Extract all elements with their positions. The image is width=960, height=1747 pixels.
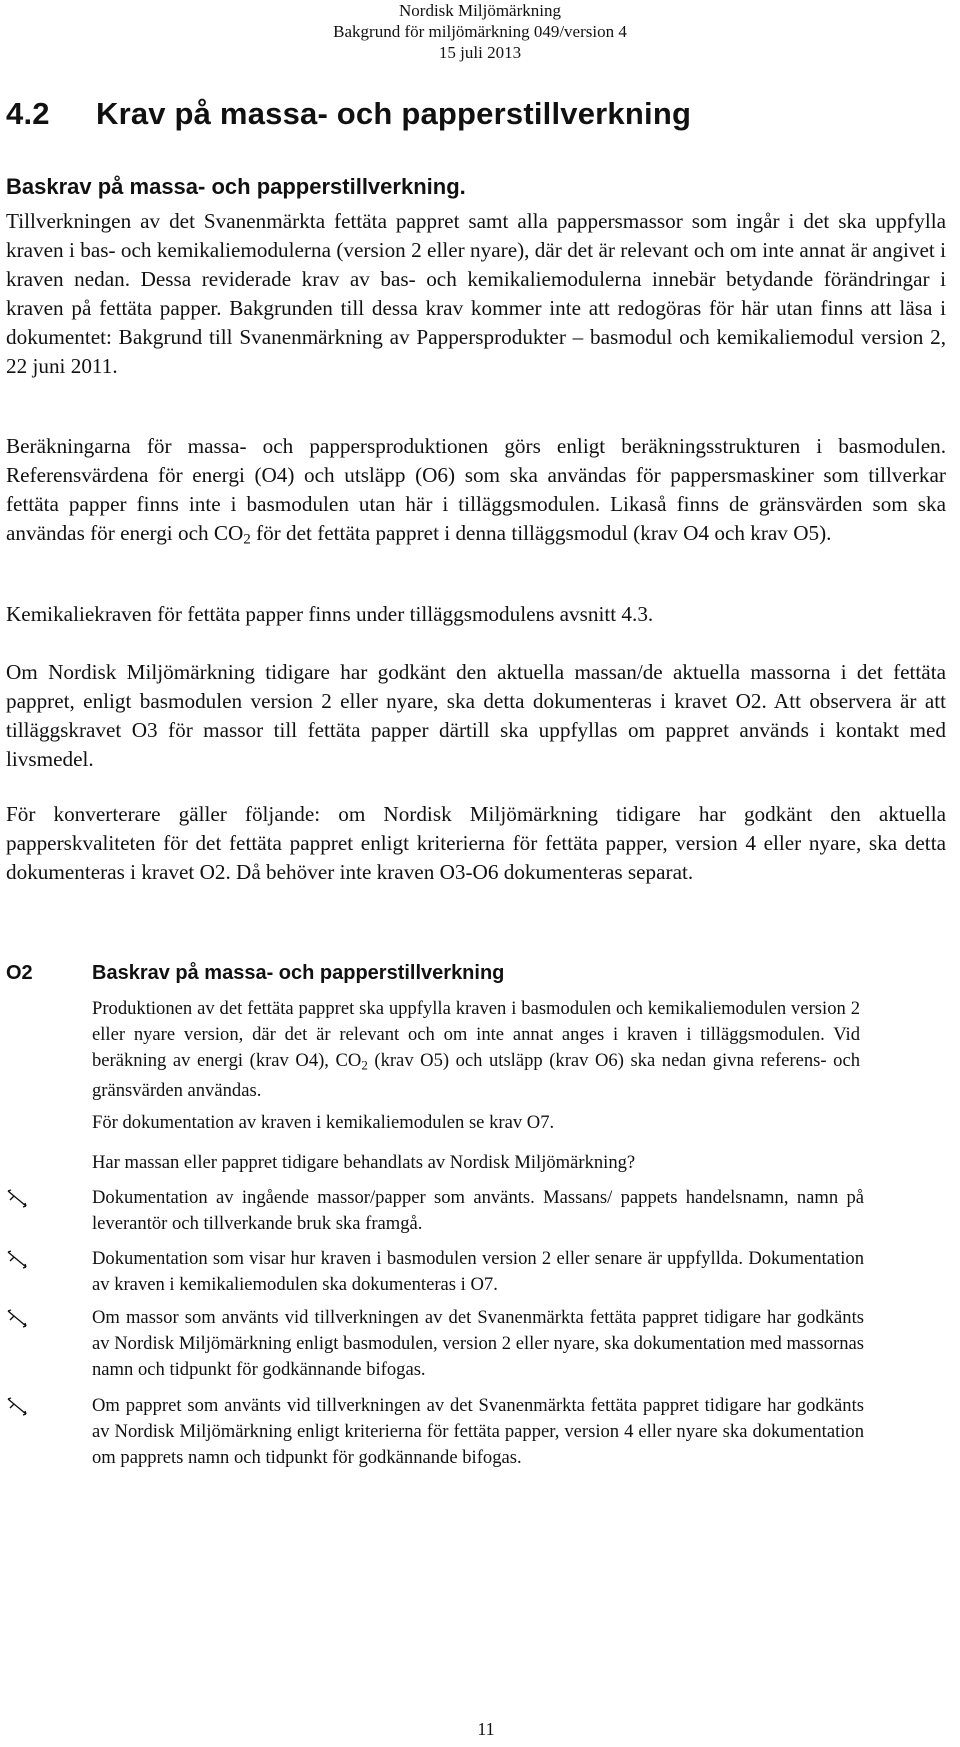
- checklist-item-text: Om pappret som använts vid tillverkningen av det Svanenmärkta fettäta pappret tidigare har godkänts av Nordisk Miljömärkning enligt kriterierna för fettäta papper, version 4 eller nyare ska dokumentation om papprets namn och tidpunkt för godkännande bifogas.: [92, 1395, 864, 1468]
- pen-checkmark-icon: [6, 1187, 28, 1209]
- paragraph-5: För konverterare gäller följande: om Nordisk Miljömärkning tidigare har godkänt den aktuella papperskvaliteten för det fettäta pappret enligt kriterierna för fettäta papper, version 4 eller nyare, ska detta dokumenteras i kravet O2. Då behöver inte kraven O3-O6 dokumenteras separat.: [6, 802, 946, 884]
- requirement-body-1: [92, 996, 860, 1104]
- paragraph-2-part-a: Beräkningarna för massa- och pappersproduktionen görs enligt beräkningsstrukturen i basmodulen. Referensvärdena för energi (O4) och utsläpp (O6) som ska användas för pappersmaskiner som tillverkar fettäta papper finns inte i basmodulen utan här i tilläggsmodulen. Likaså finns de gränsvärden som ska användas för energi och CO: [6, 434, 946, 545]
- paragraph-approval: [6, 658, 946, 774]
- header-org: Nordisk Miljömärkning: [399, 1, 561, 20]
- section-heading: [6, 96, 691, 132]
- requirement-body-3: Har massan eller pappret tidigare behandlats av Nordisk Miljömärkning?: [92, 1152, 636, 1173]
- paragraph-3: Kemikaliekraven för fettäta papper finns under tilläggsmodulens avsnitt 4.3.: [6, 602, 654, 626]
- requirement-title: Baskrav på massa- och papperstillverkning: [92, 962, 505, 984]
- page-header: [300, 0, 660, 63]
- pen-checkmark-icon: [6, 1307, 28, 1329]
- paragraph-converters: [6, 800, 946, 887]
- header-date: 15 juli 2013: [438, 43, 522, 62]
- paragraph-2: [6, 432, 946, 555]
- subheading: Baskrav på massa- och papperstillverkning.: [6, 174, 466, 199]
- requirement-body-1-part-a: Produktionen av det fettäta pappret ska uppfylla kraven i basmodulen och kemikaliemodulen version 2 eller nyare version, där det är relevant och om inte annat anges i kraven i tilläggsmodulen. Vid beräkning av energi (krav O4), CO: [92, 998, 860, 1071]
- checklist-item-text: Dokumentation som visar hur kraven i basmodulen version 2 eller senare är uppfyllda. Dokumentation av kraven i kemikaliemodulen ska dokumenteras i O7.: [92, 1248, 864, 1295]
- co2-subscript: 2: [243, 531, 251, 548]
- section-number: 4.2: [6, 96, 50, 131]
- paragraph-chemicals: [6, 600, 946, 629]
- page-number: 11: [477, 1719, 495, 1739]
- paragraph-calculations: [6, 432, 946, 555]
- paragraph-4: Om Nordisk Miljömärkning tidigare har godkänt den aktuella massan/de aktuella massorna i det fettäta pappret, enligt basmodulen version 2 eller nyare, ska detta dokumenteras i kravet O2. Att observera är att tilläggskravet O3 för massor till fettäta papper därtill ska uppfyllas om pappret används i kontakt med livsmedel.: [6, 660, 946, 771]
- paragraph-1: Tillverkningen av det Svanenmärkta fettäta pappret samt alla pappersmassor som ingår i det ska uppfylla kraven i bas- och kemikaliemodulerna (version 2 eller nyare), där det är relevant och om inte annat är angivet i kraven nedan. Dessa reviderade krav av bas- och kemikaliemodulerna innebär betydande förändringar i kraven på fettäta papper. Bakgrunden till dessa krav kommer inte att redogöras för här utan finns att läsa i dokumentet: Bakgrund till Svanenmärkning av Pappersprodukter – basmodul och kemikaliemodul version 2, 22 juni 2011.: [6, 209, 946, 378]
- paragraph-intro: [6, 207, 946, 381]
- header-doc: Bakgrund för miljömärkning 049/version 4: [333, 22, 627, 41]
- pen-checkmark-icon: [6, 1248, 28, 1270]
- requirement-body-2: För dokumentation av kraven i kemikaliemodulen se krav O7.: [92, 1112, 555, 1133]
- co2-subscript-2: 2: [361, 1057, 368, 1073]
- paragraph-2-part-b: för det fettäta pappret i denna tilläggsmodul (krav O4 och krav O5).: [250, 521, 832, 545]
- checklist-item-text: Om massor som använts vid tillverkningen av det Svanenmärkta fettäta pappret tidigare har godkänts av Nordisk Miljömärkning enligt basmodulen, version 2 eller nyare, ska dokumentation med massornas namn och tidpunkt för godkännande bifogas.: [92, 1307, 864, 1380]
- pen-checkmark-icon: [6, 1395, 28, 1417]
- checklist-item-text: Dokumentation av ingående massor/papper som använts. Massans/ pappets handelsnamn, namn på leverantör och tillverkande bruk ska framgå.: [92, 1187, 864, 1234]
- requirement-code: O2: [6, 962, 33, 984]
- section-title: Krav på massa- och papperstillverkning: [96, 96, 692, 131]
- requirement-body-1-part-b: (krav O5) och utsläpp (krav O6) ska nedan givna referens- och gränsvärden användas.: [92, 1050, 860, 1102]
